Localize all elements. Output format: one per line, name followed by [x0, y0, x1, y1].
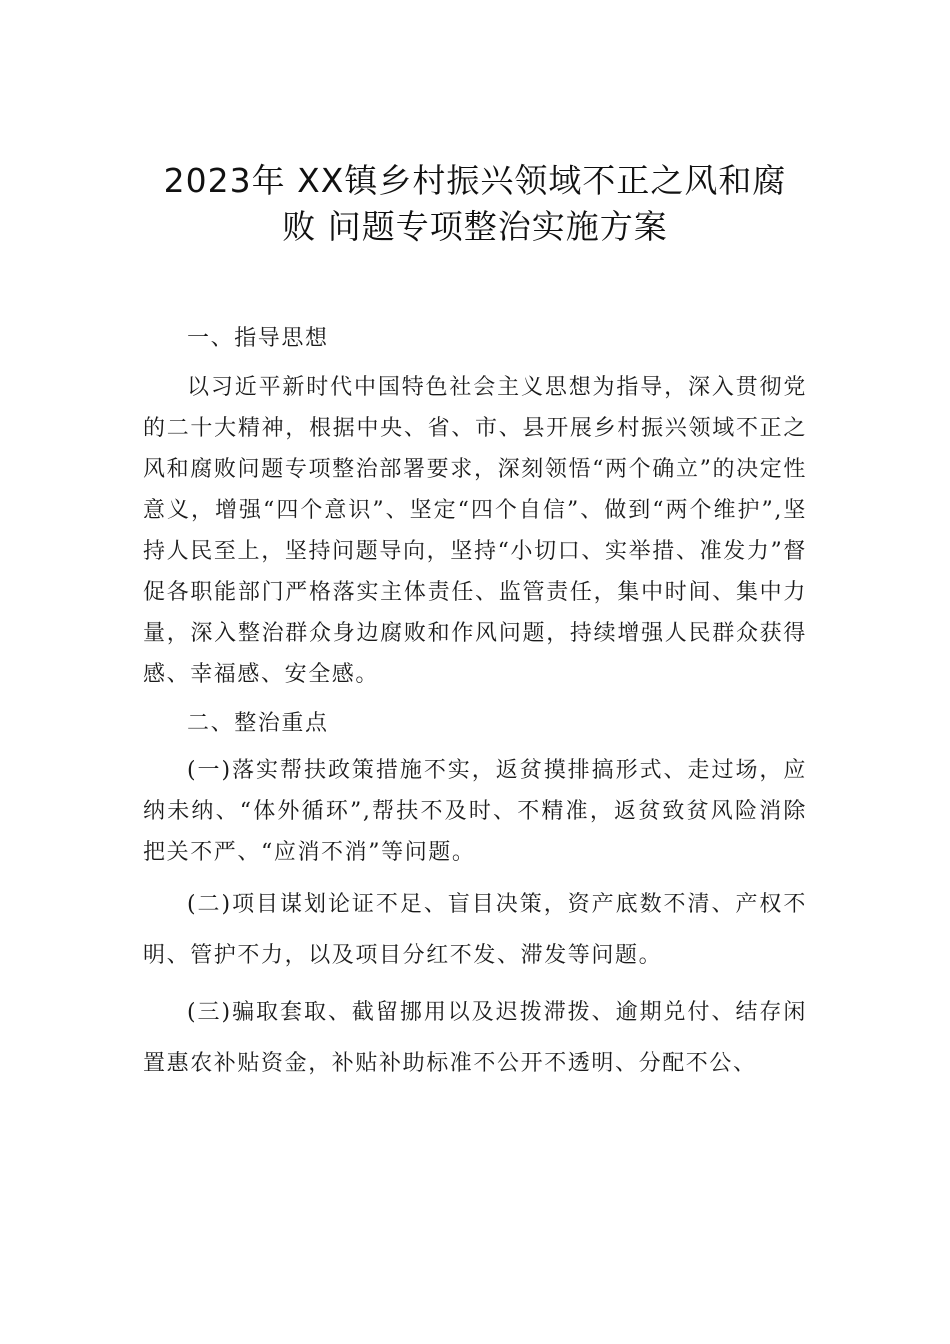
section-heading-guiding-ideology: 一、指导思想 — [187, 326, 329, 351]
list-item-focus-3: (三)骗取套取、截留挪用以及迟拨滞拨、逾期兑付、结存闲置惠农补贴资金，补贴补助标准不公开不透明、分配不公、 — [143, 1000, 807, 1076]
paragraph-guiding-ideology: 以习近平新时代中国特色社会主义思想为指导，深入贯彻党的二十大精神，根据中央、省、市、县开展乡村振兴领域不正之风和腐败问题专项整治部署要求，深刻领悟“两个确立”的决定性意义，增强“四个意识”、坚定“四个自信”、做到“两个维护”,坚持人民至上，坚持问题导向，坚持“小切口、实举措、准发力”督促各职能部门严格落实主体责任、监管责任，集中时间、集中力量，深入整治群众身边腐败和作风问题，持续增强人民群众获得感、幸福感、安全感。 — [143, 375, 807, 687]
document-title — [120, 158, 830, 250]
section-heading-rectification-focus: 二、整治重点 — [187, 711, 329, 736]
title-line-1: 2023年 XX镇乡村振兴领域不正之风和腐 — [163, 161, 787, 200]
list-item-focus-2: (二)项目谋划论证不足、盲目决策，资产底数不清、产权不明、管护不力，以及项目分红不发、滞发等问题。 — [143, 892, 807, 968]
document-body — [143, 318, 807, 1089]
title-line-2: 败 问题专项整治实施方案 — [282, 207, 668, 246]
list-item-focus-1: (一)落实帮扶政策措施不实，返贫摸排搞形式、走过场，应纳未纳、“体外循环”,帮扶不及时、不精准，返贫致贫风险消除把关不严、“应消不消”等问题。 — [143, 758, 807, 865]
